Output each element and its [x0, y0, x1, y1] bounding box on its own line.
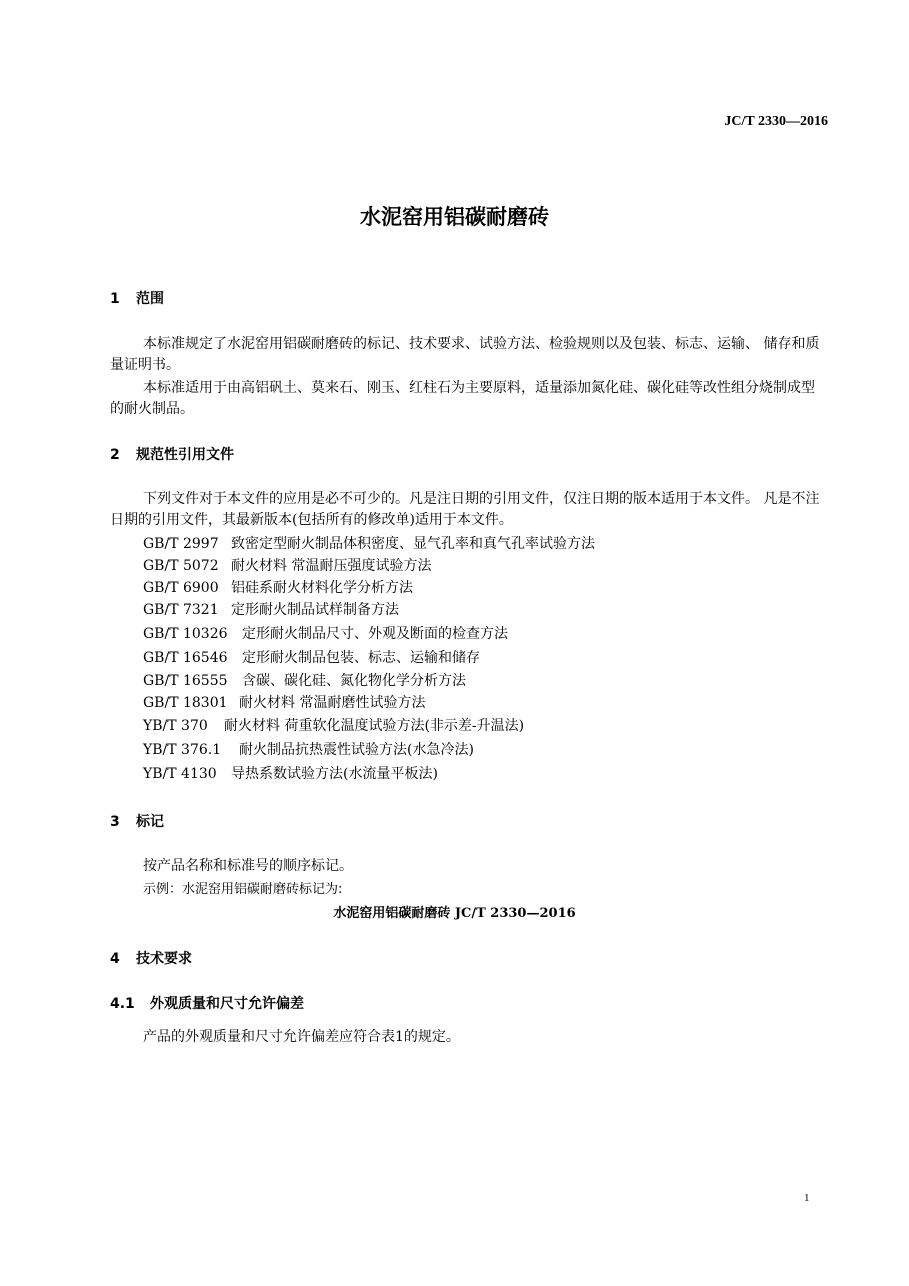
- section-2-heading: [110, 444, 234, 464]
- example-mark: 水泥窑用铝碳耐磨砖 JC/T 2330—2016: [333, 906, 576, 921]
- reference-code: YB/T 4130: [143, 766, 217, 782]
- reference-title: 铝硅系耐火材料化学分析方法: [231, 580, 413, 596]
- section-title: 技术要求: [136, 951, 192, 967]
- reference-title: 含碳、碳化硅、氮化物化学分析方法: [242, 673, 466, 689]
- reference-item: [143, 670, 466, 690]
- reference-item: [143, 599, 399, 619]
- reference-code: GB/T 16555: [143, 673, 228, 689]
- reference-code: GB/T 5072: [143, 558, 219, 574]
- section-title: 外观质量和尺寸允许偏差: [150, 996, 304, 1012]
- reference-title: 定形耐火制品尺寸、外观及断面的检查方法: [242, 626, 508, 642]
- paragraph: 本标准规定了水泥窑用铝碳耐磨砖的标记、技术要求、试验方法、检验规则以及包装、标志、运输、 储存和质量证明书。: [110, 336, 820, 373]
- section-4-heading: [110, 948, 192, 968]
- reference-item: [143, 763, 438, 783]
- reference-code: GB/T 16546: [143, 650, 228, 666]
- subsection-4-1-heading: [110, 993, 304, 1013]
- section-3-text: 按产品名称和标准号的顺序标记。: [143, 858, 353, 874]
- reference-item: [143, 555, 431, 575]
- section-title: 范围: [136, 291, 164, 307]
- section-number: 4.1: [110, 996, 135, 1012]
- reference-title: 致密定型耐火制品体积密度、显气孔率和真气孔率试验方法: [231, 536, 595, 552]
- reference-code: GB/T 10326: [143, 626, 228, 642]
- paragraph: 下列文件对于本文件的应用是必不可少的。凡是注日期的引用文件，仅注日期的版本适用于本文件。 凡是不注日期的引用文件，其最新版本(包括所有的修改单)适用于本文件。: [110, 491, 820, 528]
- section-number: 1: [110, 291, 120, 307]
- reference-item: [143, 577, 413, 597]
- standard-number: JC/T 2330—2016: [724, 114, 828, 129]
- reference-item: [143, 739, 474, 759]
- reference-code: GB/T 18301: [143, 695, 228, 711]
- reference-item: [143, 623, 508, 643]
- section-title: 标记: [136, 814, 164, 830]
- paragraph: 本标准适用于由高铝矾土、莫来石、刚玉、红柱石为主要原料，适量添加氮化硅、碳化硅等改性组分烧制成型的耐火制品。: [110, 380, 815, 417]
- reference-item: [143, 715, 524, 735]
- reference-code: YB/T 370: [143, 718, 208, 734]
- section-number: 2: [110, 447, 120, 463]
- section-3-heading: [110, 811, 164, 831]
- reference-title: 定形耐火制品包装、标志、运输和储存: [242, 650, 480, 666]
- subsection-4-1-text: 产品的外观质量和尺寸允许偏差应符合表1的规定。: [143, 1029, 460, 1045]
- section-title: 规范性引用文件: [136, 447, 234, 463]
- reference-code: YB/T 376.1: [143, 742, 222, 758]
- reference-code: GB/T 6900: [143, 580, 219, 596]
- reference-item: [143, 533, 595, 553]
- reference-title: 耐火材料 常温耐磨性试验方法: [239, 695, 426, 711]
- section-number: 3: [110, 814, 120, 830]
- reference-title: 耐火材料 常温耐压强度试验方法: [231, 558, 432, 574]
- reference-title: 耐火材料 荷重软化温度试验方法(非示差-升温法): [224, 718, 525, 734]
- document-title: 水泥窑用铝碳耐磨砖: [360, 205, 549, 229]
- reference-item: [143, 692, 425, 712]
- reference-code: GB/T 7321: [143, 602, 219, 618]
- example-label: 示例：水泥窑用铝碳耐磨砖标记为:: [143, 882, 343, 897]
- section-number: 4: [110, 951, 120, 967]
- page-number: 1: [804, 1192, 810, 1204]
- reference-title: 定形耐火制品试样制备方法: [231, 602, 399, 618]
- reference-title: 导热系数试验方法(水流量平板法): [231, 766, 438, 782]
- reference-title: 耐火制品抗热震性试验方法(水急冷法): [239, 742, 474, 758]
- reference-code: GB/T 2997: [143, 536, 219, 552]
- reference-item: [143, 647, 480, 667]
- section-1-heading: [110, 288, 164, 308]
